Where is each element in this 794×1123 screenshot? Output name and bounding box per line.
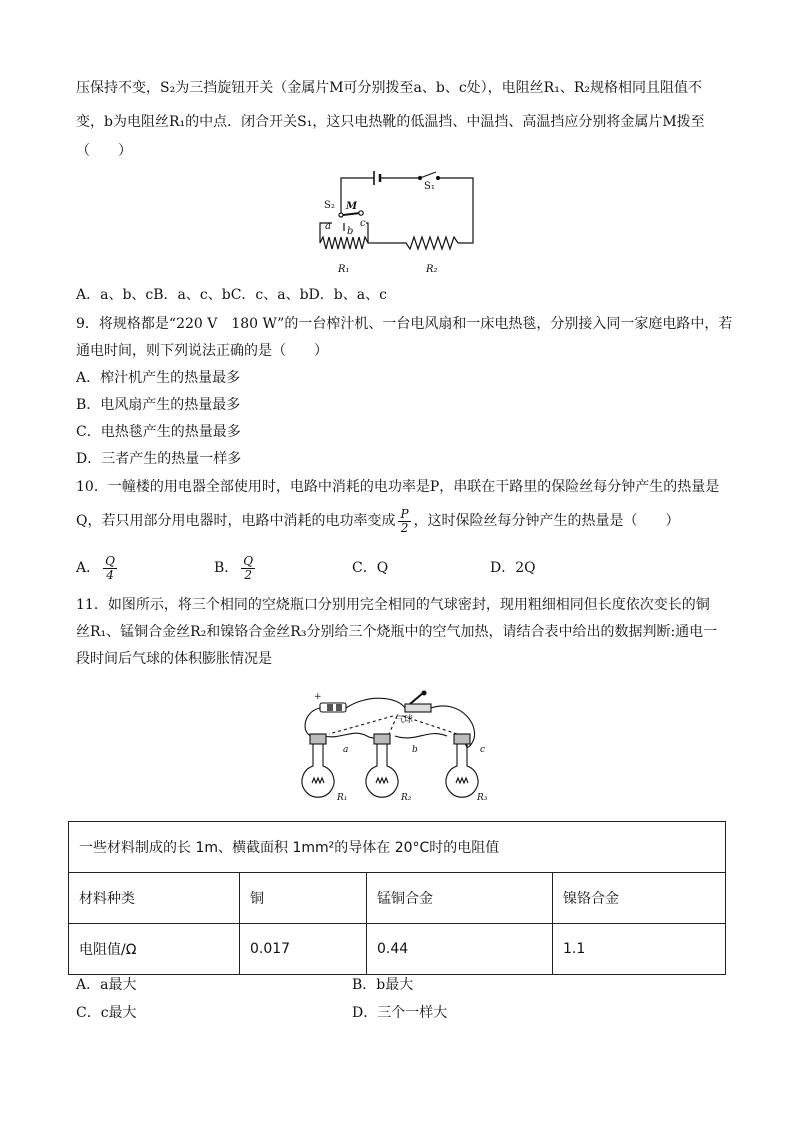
q8-stem-line1: 压保持不变，S₂为三挡旋钮开关（金属片M可分别拨至a、b、c处），电阻丝R₁、R₂规格相同且阻值不 (76, 80, 702, 96)
q10-stem2-text-a: Q，若只用部分用电器时，电路中消耗的电功率变成 (76, 513, 396, 529)
q11-label-r2: R₂ (401, 793, 412, 803)
q10-stem-line1: 10．一幢楼的用电器全部使用时，电路中消耗的电功率是P，串联在干路里的保险丝每分钟产生的热量是 (76, 479, 720, 495)
q8-label-s1: S₁ (424, 181, 435, 192)
q8-label-a: a (325, 221, 331, 232)
q10-option-d: D．2Q (490, 560, 536, 576)
q11-option-a: A．a最大 (76, 977, 137, 993)
q11-stem-line2: 丝R₁、锰铜合金丝R₂和镍铬合金丝R₃分别给三个烧瓶中的空气加热，请结合表中给出的数据判断:通电一 (76, 624, 718, 640)
q10-fraction-p-over-2: $\frac{P}{2}$ (400, 506, 409, 535)
q11-label-c: c (480, 745, 486, 755)
q11-label-b: b (412, 745, 418, 755)
table-row (69, 924, 726, 975)
q8-label-b: b (347, 226, 354, 237)
table-caption: 一些材料制成的长 1m、横截面积 1mm²的导体在 20°C时的电阻值 (69, 822, 726, 873)
q9-stem-line1: 9．将规格都是“220 V 180 W”的一台榨汁机、一台电风扇和一床电热毯，分别接入同一家庭电路中，若 (76, 316, 733, 332)
q8-stem-line2: 变，b为电阻丝R₁的中点．闭合开关S₁，这只电热靴的低温挡、中温挡、高温挡应分别将金属片M拨至 (76, 114, 705, 130)
q9-stem-line2: 通电时间，则下列说法正确的是（ ） (76, 343, 328, 359)
q9-option-b: B．电风扇产生的热量最多 (76, 397, 241, 413)
q11-label-a: a (343, 745, 349, 755)
table-header-cell: 锰铜合金 (367, 873, 553, 924)
q11-option-d: D．三个一样大 (352, 1005, 448, 1021)
table-header-cell: 镍铬合金 (553, 873, 726, 924)
q8-label-c: c (360, 218, 366, 229)
table-cell: 0.44 (367, 924, 553, 975)
q11-stem-line3: 段时间后气球的体积膨胀情况是 (76, 651, 272, 667)
q10-stem-line2 (76, 504, 680, 538)
q9-option-d: D．三者产生的热量一样多 (76, 451, 242, 467)
q11-label-balloon: 气球 (395, 715, 414, 725)
q8-label-r2: R₂ (426, 264, 438, 275)
q8-label-r1: R₁ (338, 264, 350, 275)
q11-stem-line1: 11．如图所示，将三个相同的空烧瓶口分别用完全相同的气球密封，现用粗细相同但长度依次变长的铜 (76, 597, 710, 613)
table-caption-row (69, 822, 726, 873)
table-header-cell: 铜 (240, 873, 367, 924)
q11-label-plus: + (314, 692, 322, 702)
q10-option-b: B． $\frac{Q}{2}$ (214, 553, 254, 582)
q11-label-r3: R₃ (477, 793, 488, 803)
table-cell: 0.017 (240, 924, 367, 975)
q10-stem2-text-b: ，这时保险丝每分钟产生的热量是（ ） (413, 513, 680, 529)
q9-option-c: C．电热毯产生的热量最多 (76, 424, 241, 440)
q11-label-r1: R₁ (337, 793, 348, 803)
q11-option-b: B．b最大 (352, 977, 414, 993)
table-cell: 1.1 (553, 924, 726, 975)
q8-stem-line3: （ ） (76, 143, 132, 159)
q8-label-s2: S₂ (324, 200, 335, 211)
table-header-row (69, 873, 726, 924)
q8-options: A．a、b、cB．a、c、bC．c、a、bD．b、a、c (76, 287, 387, 303)
q10-option-c: C．Q (352, 560, 389, 576)
q8-label-m: M (346, 201, 358, 212)
resistance-table (68, 821, 726, 975)
q11-flask-apparatus (297, 688, 497, 812)
q11-option-c: C．c最大 (76, 1005, 137, 1021)
table-header-cell: 材料种类 (69, 873, 240, 924)
q8-circuit-diagram (308, 168, 488, 278)
q10-option-a: A． $\frac{Q}{4}$ (76, 553, 115, 582)
table-cell: 电阻值/Ω (69, 924, 240, 975)
q9-option-a: A．榨汁机产生的热量最多 (76, 370, 241, 386)
